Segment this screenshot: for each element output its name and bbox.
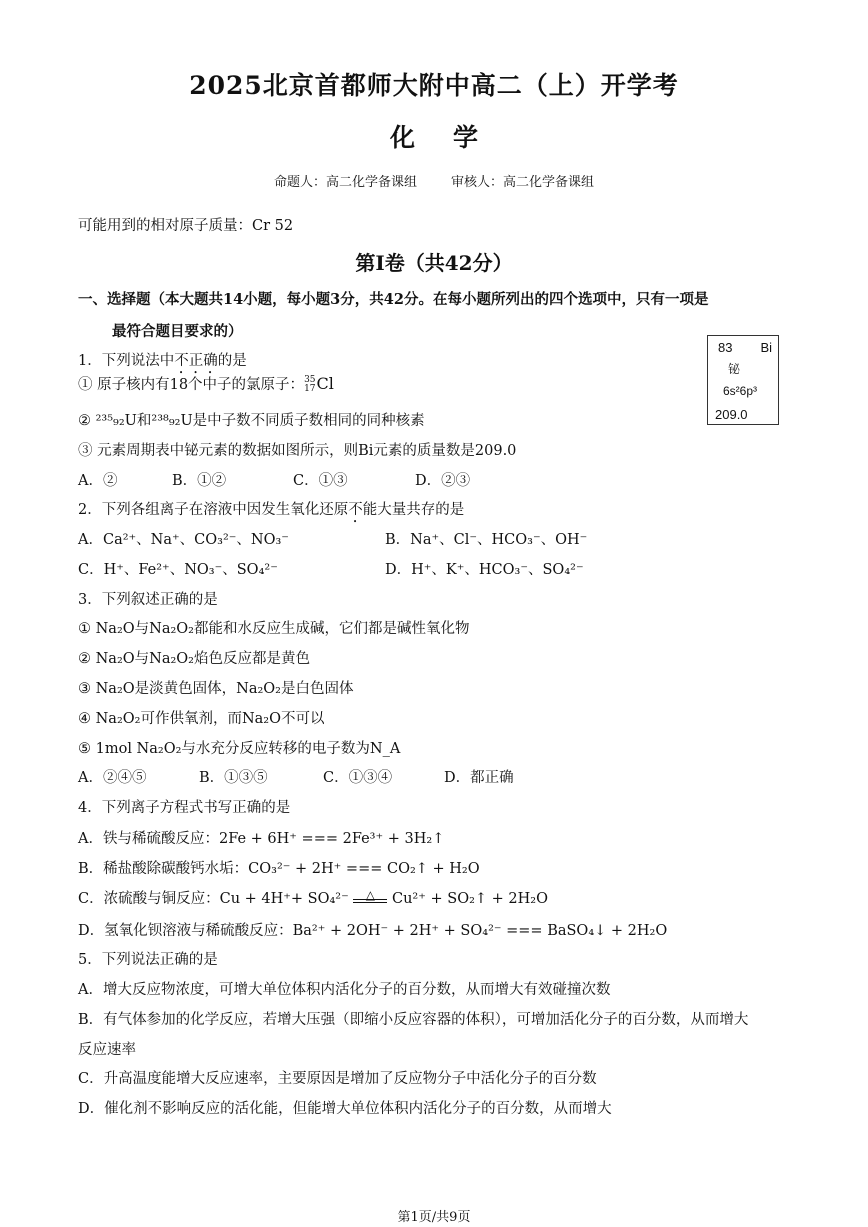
- q5-option-d[interactable]: D．催化剂不影响反应的活化能，但能增大单位体积内活化分子的百分数，从而增大: [78, 1101, 612, 1117]
- q4-option-b[interactable]: B．稀盐酸除碳酸钙水垢：CO₃²⁻ + 2H⁺ === CO₂↑ + H₂O: [78, 861, 480, 877]
- q2-option-b[interactable]: B．Na⁺、Cl⁻、HCO₃⁻、OH⁻: [385, 532, 588, 548]
- volume-title: 第I卷（共42分）: [355, 251, 513, 275]
- element-symbol: Bi: [760, 340, 772, 355]
- q3-statement-3: ③ Na₂O是淡黄色固体，Na₂O₂是白色固体: [78, 681, 354, 697]
- element-number: 83: [718, 340, 733, 355]
- element-config: 6s²6p³: [723, 384, 758, 398]
- q2-option-a[interactable]: A．Ca²⁺、Na⁺、CO₃²⁻、NO₃⁻: [78, 532, 289, 548]
- q1-statement-2: ② ²³⁵₉₂U和²³⁸₉₂U是中子数不同质子数相同的同种核素: [78, 413, 425, 429]
- q3-statement-5: ⑤ 1mol Na₂O₂与水充分反应转移的电子数为N_A: [78, 741, 401, 757]
- q3-options: [78, 768, 514, 788]
- q1-option-d[interactable]: D．②③: [415, 473, 471, 489]
- page-footer: 第1页/共9页: [397, 1210, 471, 1225]
- q2-stem: 2．下列各组离子在溶液中因发生氧化还原不能大量共存的是: [78, 502, 465, 518]
- reviewer: 审核人：高二化学备课组: [451, 175, 595, 190]
- q3-option-b[interactable]: B．①③⑤: [199, 770, 268, 786]
- q3-stem: 3．下列叙述正确的是: [78, 592, 218, 608]
- q5-option-a[interactable]: A．增大反应物浓度，可增大单位体积内活化分子的百分数，从而增大有效碰撞次数: [78, 982, 611, 998]
- q1-statement-3: ③ 元素周期表中铋元素的数据如图所示，则Bi元素的质量数是209.0: [78, 443, 517, 459]
- q1-option-b[interactable]: B．①②: [172, 473, 227, 489]
- q3-statement-2: ② Na₂O与Na₂O₂焰色反应都是黄色: [78, 651, 310, 667]
- element-name: 铋: [728, 362, 741, 376]
- q4-option-d[interactable]: D．氢氧化钡溶液与稀硫酸反应：Ba²⁺ + 2OH⁻ + 2H⁺ + SO₄²⁻ === BaSO₄↓ + 2H₂O: [78, 923, 668, 939]
- q3-option-c[interactable]: C．①③④: [323, 770, 393, 786]
- q4-option-a[interactable]: A．铁与稀硫酸反应：2Fe + 6H⁺ === 2Fe³⁺ + 3H₂↑: [78, 831, 445, 847]
- q4-stem: 4．下列离子方程式书写正确的是: [78, 800, 291, 816]
- q1-option-c[interactable]: C．①③: [293, 473, 348, 489]
- q5-option-b-line1[interactable]: B．有气体参加的化学反应，若增大压强（即缩小反应容器的体积），可增加活化分子的百分数，从而增大: [78, 1012, 749, 1028]
- q1-option-a[interactable]: A．②: [78, 473, 118, 489]
- q5-stem: 5．下列说法正确的是: [78, 952, 218, 968]
- element-mass: 209.0: [715, 407, 748, 422]
- q3-option-d[interactable]: D．都正确: [444, 770, 514, 786]
- q1-options: [78, 471, 470, 491]
- q1-stem: 1．下列说法中不正确的是: [78, 353, 247, 369]
- q4-option-c[interactable]: C．浓硫酸与铜反应：Cu + 4H⁺+ SO₄²⁻ △ Cu²⁺ + SO₂↑ + 2H₂O: [78, 889, 548, 909]
- section-heading-line2: 最符合题目要求的）: [112, 323, 243, 340]
- q1-statement-1: ① 原子核内有18个中子的氯原子：35 17Cl: [78, 374, 334, 394]
- q3-statement-4: ④ Na₂O₂可作供氧剂，而Na₂O不可以: [78, 711, 325, 727]
- emphasis-text: 不: [348, 502, 363, 518]
- subject-title: 化学: [389, 123, 516, 152]
- author: 命题人：高二化学备课组: [273, 175, 417, 190]
- q3-statement-1: ① Na₂O与Na₂O₂都能和水反应生成碱，它们都是碱性氧化物: [78, 621, 470, 637]
- bismuth-element-box: [707, 335, 779, 425]
- reaction-condition: [353, 888, 387, 903]
- heat-symbol: △: [365, 888, 375, 902]
- q5-option-b-line2[interactable]: 反应速率: [78, 1042, 136, 1058]
- q3-option-a[interactable]: A．②④⑤: [78, 770, 147, 786]
- q2-option-d[interactable]: D．H⁺、K⁺、HCO₃⁻、SO₄²⁻: [385, 562, 584, 578]
- section-heading-line1: 一、选择题（本大题共14小题，每小题3分，共42分。在每小题所列出的四个选项中，只有一项是: [78, 291, 709, 308]
- page-title: 2025北京首都师大附中高二（上）开学考: [189, 71, 679, 100]
- authors-line: [0, 171, 868, 190]
- isotope-notation: 35 17: [304, 375, 316, 394]
- q5-option-c[interactable]: C．升高温度能增大反应速率，主要原因是增加了反应物分子中活化分子的百分数: [78, 1071, 597, 1087]
- emphasis-text: 不正确: [174, 353, 218, 369]
- atomic-mass-note: 可能用到的相对原子质量：Cr 52: [78, 218, 294, 234]
- q2-option-c[interactable]: C．H⁺、Fe²⁺、NO₃⁻、SO₄²⁻: [78, 562, 278, 578]
